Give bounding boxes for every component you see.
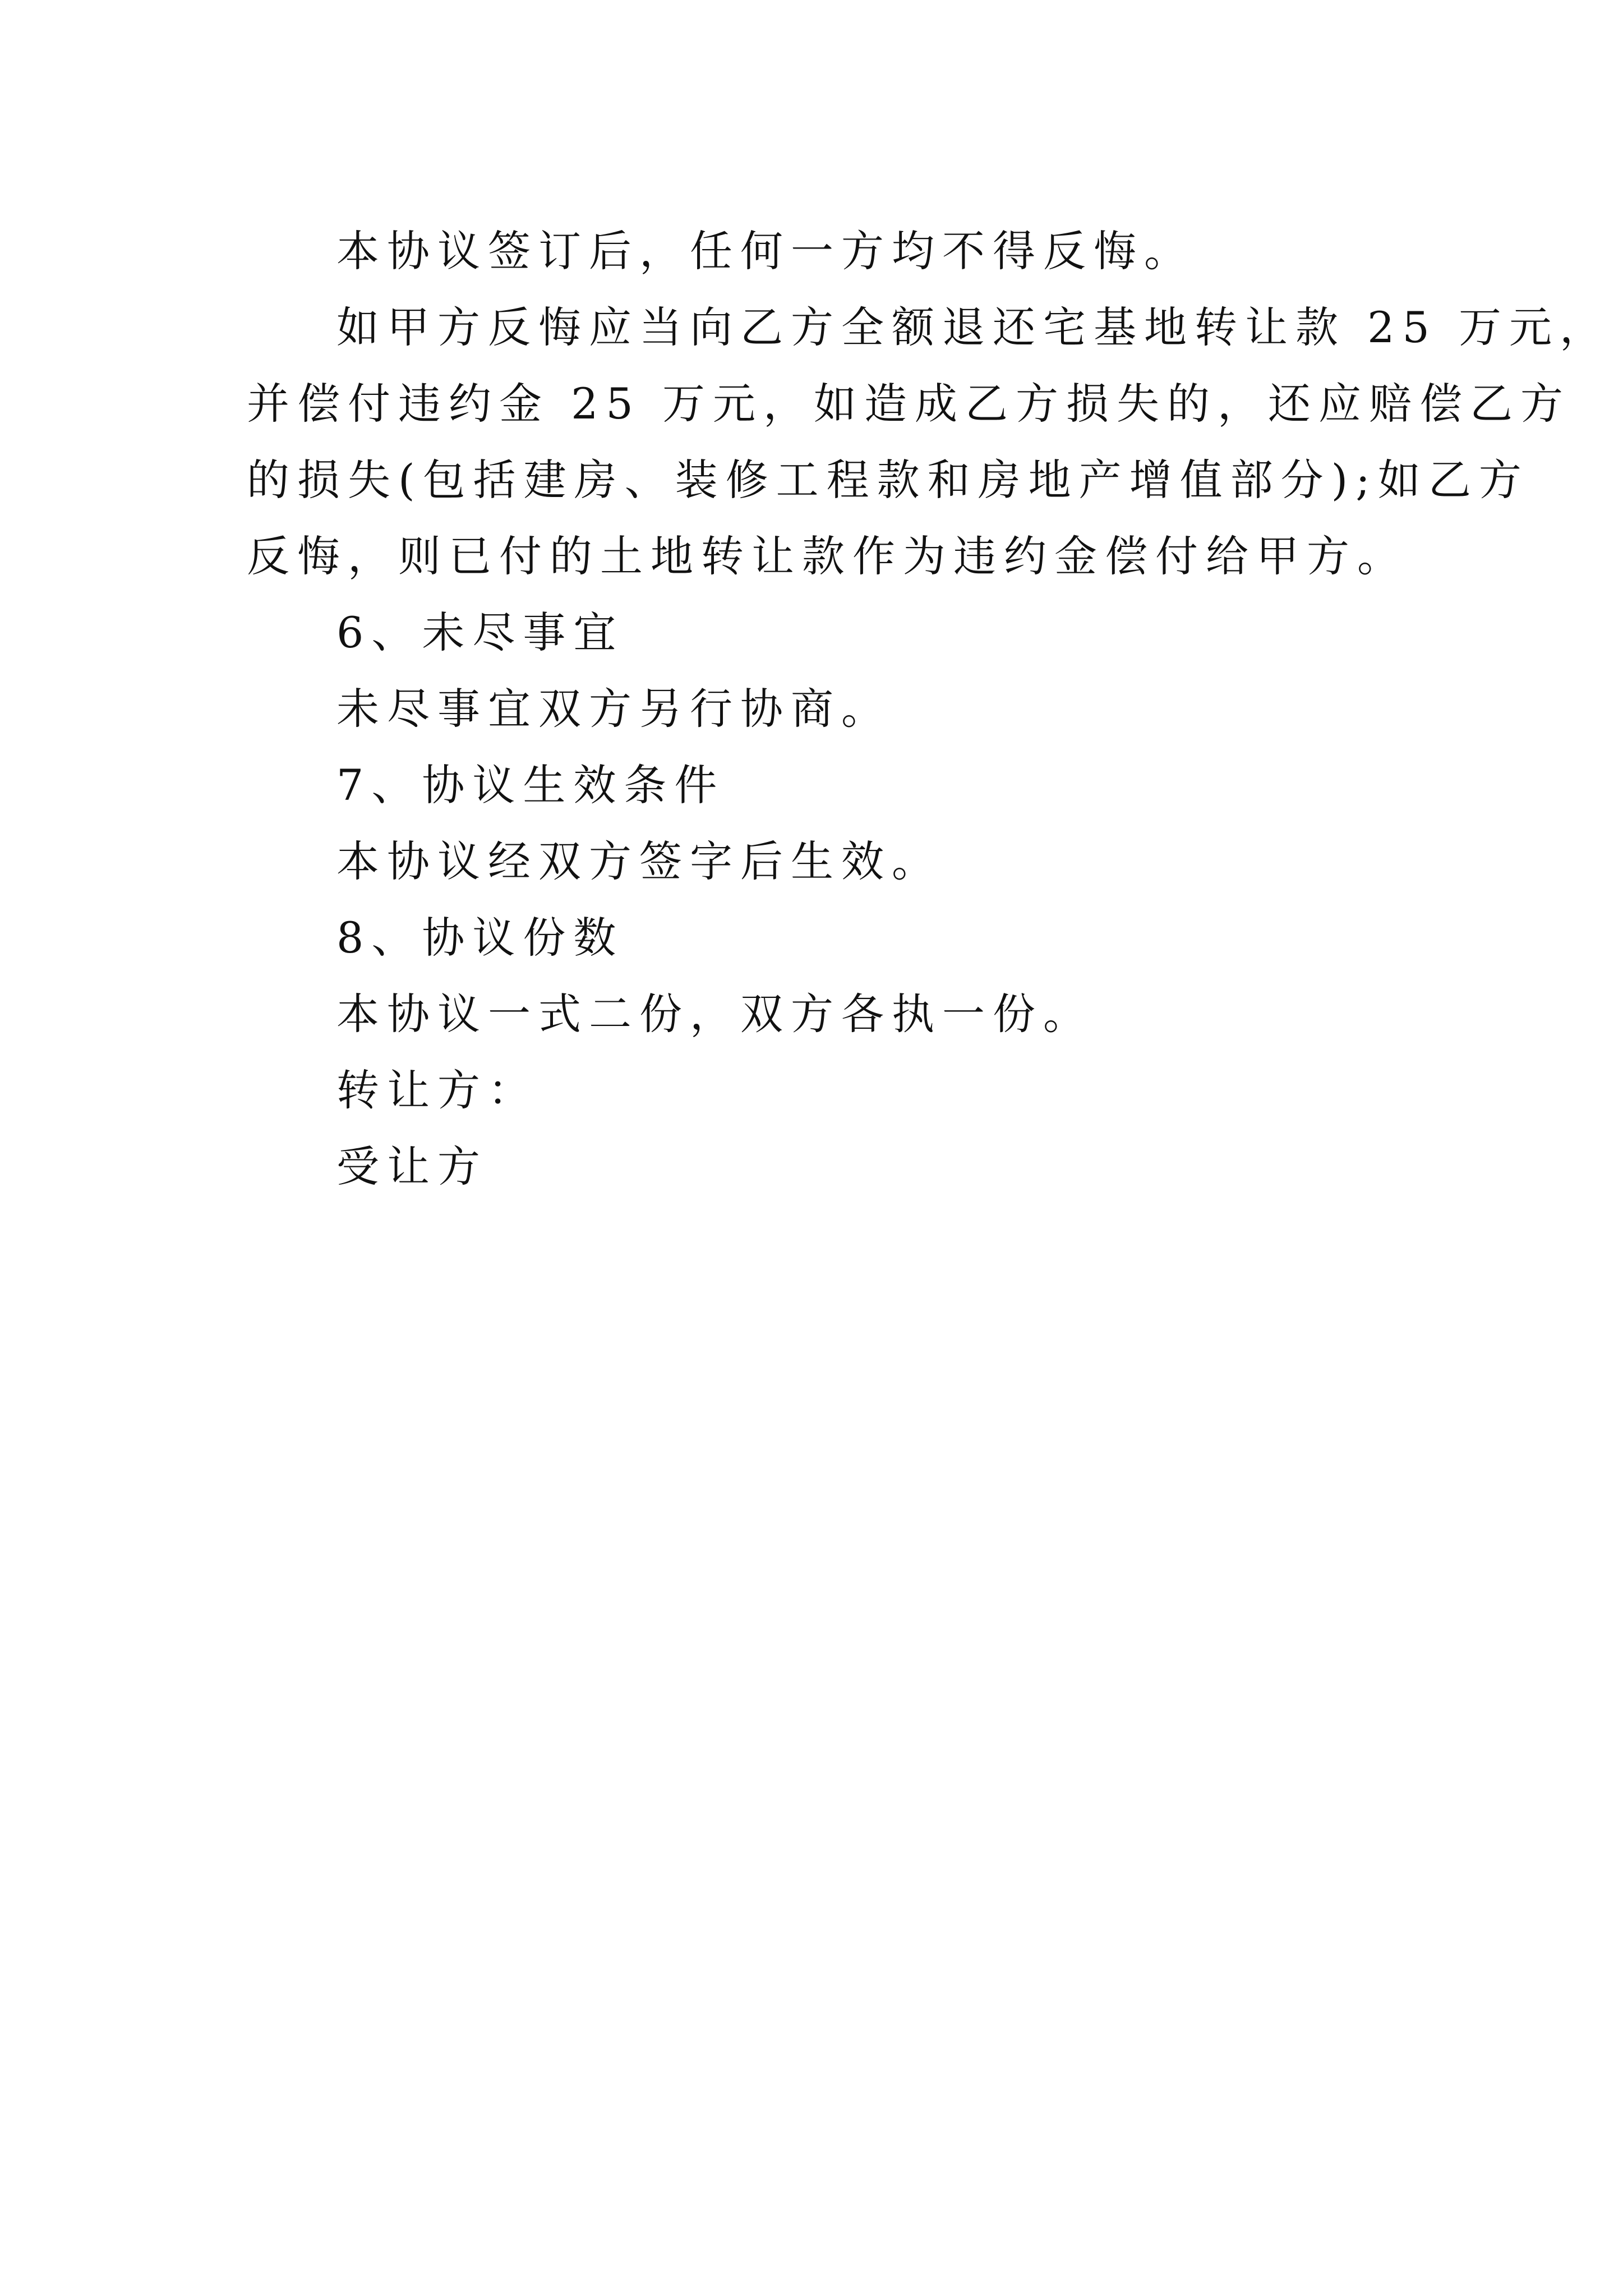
section-7-text: 本协议经双方签字后生效。 xyxy=(336,836,942,886)
party-a-regret-clause-line-3: 的损失(包括建房、装修工程款和房地产增值部分);如乙方 xyxy=(247,455,1529,505)
section-6-text: 未尽事宜双方另行协商。 xyxy=(336,684,892,734)
no-regret-clause: 本协议签订后，任何一方均不得反悔。 xyxy=(336,226,1195,276)
section-6-heading: 6、未尽事宜 xyxy=(336,608,624,657)
document-body xyxy=(247,213,1611,1205)
party-a-regret-clause-line-1: 如甲方反悔应当向乙方全额退还宅基地转让款 25 万元， xyxy=(336,302,1611,352)
section-8-text: 本协议一式二份，双方各执一份。 xyxy=(336,989,1094,1039)
section-7-heading: 7、协议生效条件 xyxy=(336,760,725,810)
section-8-heading: 8、协议份数 xyxy=(336,913,624,963)
transferee-signature-label: 受让方 xyxy=(336,1142,488,1191)
party-a-regret-clause-line-2: 并偿付违约金 25 万元，如造成乙方损失的，还应赔偿乙方 xyxy=(247,379,1571,429)
party-b-regret-clause: 反悔，则已付的土地转让款作为违约金偿付给甲方。 xyxy=(247,531,1408,581)
transferor-signature-label: 转让方： xyxy=(336,1065,538,1115)
